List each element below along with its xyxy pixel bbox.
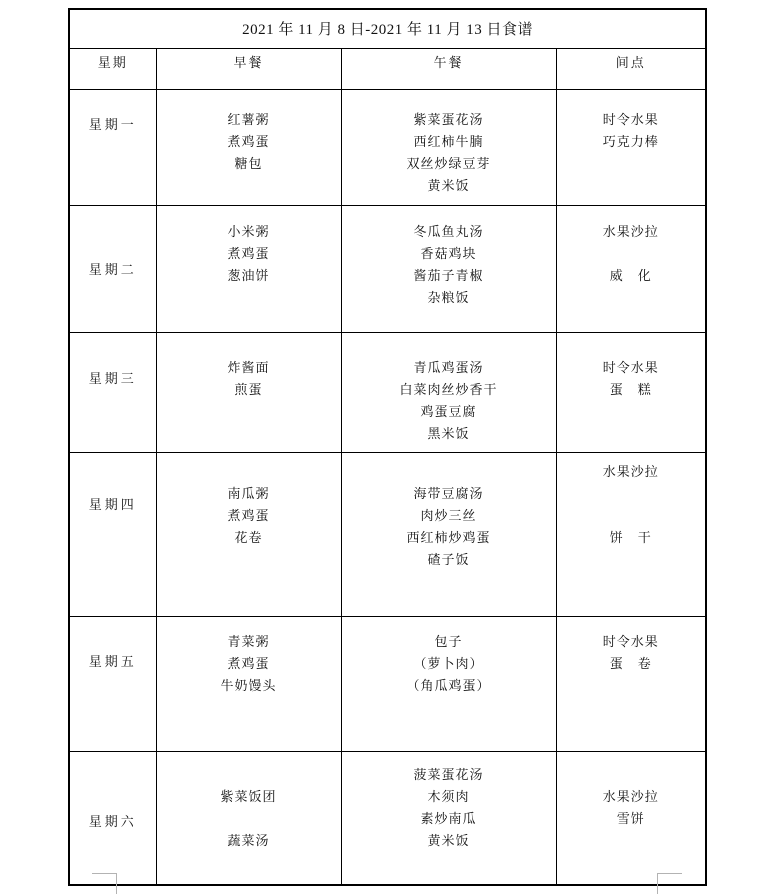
blank-line bbox=[157, 461, 341, 483]
menu-line: 时令水果 bbox=[602, 111, 659, 127]
menu-table bbox=[68, 8, 707, 886]
lunch-cell bbox=[341, 452, 556, 616]
blank-line bbox=[557, 483, 706, 505]
day-cell bbox=[69, 89, 156, 205]
menu-line: 冬瓜鱼丸汤 bbox=[413, 223, 484, 239]
menu-line: 黄米饭 bbox=[427, 177, 470, 193]
breakfast-cell bbox=[156, 616, 341, 751]
blank-line bbox=[557, 764, 706, 786]
blank-line bbox=[157, 808, 341, 830]
menu-line: 煮鸡蛋 bbox=[227, 655, 270, 671]
menu-line: 红薯粥 bbox=[227, 111, 270, 127]
breakfast-cell bbox=[156, 452, 341, 616]
menu-line: 水果沙拉 bbox=[602, 463, 659, 479]
day-cell bbox=[69, 452, 156, 616]
day-cell bbox=[69, 332, 156, 452]
table-row bbox=[69, 452, 706, 616]
table-title: 2021 年 11 月 8 日-2021 年 11 月 13 日食谱 bbox=[69, 9, 706, 48]
snack-cell bbox=[556, 332, 706, 452]
blank-line bbox=[557, 505, 706, 527]
menu-line: 青菜粥 bbox=[227, 633, 270, 649]
menu-line: 木须肉 bbox=[427, 788, 470, 804]
lunch-cell bbox=[341, 751, 556, 885]
menu-line: 香菇鸡块 bbox=[420, 245, 477, 261]
menu-line: 威 化 bbox=[609, 267, 652, 283]
table-row bbox=[69, 205, 706, 332]
menu-table-body bbox=[69, 9, 706, 885]
lunch-cell bbox=[341, 616, 556, 751]
menu-line: 紫菜蛋花汤 bbox=[413, 111, 484, 127]
menu-line: （萝卜肉） bbox=[413, 655, 484, 671]
menu-line: 蔬菜汤 bbox=[227, 832, 270, 848]
menu-line: 黄米饭 bbox=[427, 832, 470, 848]
menu-line: 葱油饼 bbox=[227, 267, 270, 283]
menu-line: 雪饼 bbox=[616, 810, 645, 826]
day-label: 星期六 bbox=[88, 813, 137, 829]
menu-line: 包子 bbox=[434, 633, 463, 649]
day-cell bbox=[69, 751, 156, 885]
snack-cell bbox=[556, 89, 706, 205]
menu-line: 杂粮饭 bbox=[427, 289, 470, 305]
menu-line: 牛奶馒头 bbox=[220, 677, 277, 693]
breakfast-cell bbox=[156, 332, 341, 452]
menu-line: 西红柿炒鸡蛋 bbox=[406, 529, 491, 545]
table-row bbox=[69, 751, 706, 885]
menu-line: 南瓜粥 bbox=[227, 485, 270, 501]
page-margin-crop-mark-right bbox=[657, 873, 682, 894]
table-row bbox=[69, 89, 706, 205]
menu-line: 西红柿牛腩 bbox=[413, 133, 484, 149]
day-label: 星期五 bbox=[88, 653, 137, 669]
table-row bbox=[69, 616, 706, 751]
page-margin-crop-mark-left bbox=[92, 873, 117, 894]
day-label: 星期二 bbox=[88, 261, 137, 277]
breakfast-cell bbox=[156, 751, 341, 885]
day-cell bbox=[69, 205, 156, 332]
menu-line: 双丝炒绿豆芽 bbox=[406, 155, 491, 171]
menu-line: 青瓜鸡蛋汤 bbox=[413, 359, 484, 375]
menu-line: 素炒南瓜 bbox=[420, 810, 477, 826]
day-cell bbox=[69, 616, 156, 751]
day-label: 星期三 bbox=[88, 370, 137, 386]
menu-line: 菠菜蛋花汤 bbox=[413, 766, 484, 782]
menu-line: 肉炒三丝 bbox=[420, 507, 477, 523]
column-header-lunch: 午餐 bbox=[341, 48, 556, 89]
column-header-day: 星期 bbox=[69, 48, 156, 89]
lunch-cell bbox=[341, 89, 556, 205]
menu-line: 蛋 糕 bbox=[609, 381, 652, 397]
day-label: 星期一 bbox=[88, 116, 137, 132]
blank-line bbox=[342, 461, 556, 483]
menu-line: 碴子饭 bbox=[427, 551, 470, 567]
menu-line: 花卷 bbox=[234, 529, 263, 545]
blank-line bbox=[557, 243, 706, 265]
menu-line: 煎蛋 bbox=[234, 381, 263, 397]
title-row bbox=[69, 9, 706, 48]
blank-line bbox=[157, 764, 341, 786]
menu-line: 酱茄子青椒 bbox=[413, 267, 484, 283]
snack-cell bbox=[556, 452, 706, 616]
menu-line: 饼 干 bbox=[609, 529, 652, 545]
table-row bbox=[69, 332, 706, 452]
breakfast-cell bbox=[156, 89, 341, 205]
menu-line: 煮鸡蛋 bbox=[227, 245, 270, 261]
menu-line: 煮鸡蛋 bbox=[227, 507, 270, 523]
snack-cell bbox=[556, 616, 706, 751]
menu-line: 巧克力棒 bbox=[602, 133, 659, 149]
menu-line: 紫菜饭团 bbox=[220, 788, 277, 804]
day-label: 星期四 bbox=[88, 496, 137, 512]
menu-line: 糖包 bbox=[234, 155, 263, 171]
breakfast-cell bbox=[156, 205, 341, 332]
header-row bbox=[69, 48, 706, 89]
menu-line: 海带豆腐汤 bbox=[413, 485, 484, 501]
menu-line: 鸡蛋豆腐 bbox=[420, 403, 477, 419]
menu-line: 时令水果 bbox=[602, 359, 659, 375]
menu-line: 时令水果 bbox=[602, 633, 659, 649]
lunch-cell bbox=[341, 332, 556, 452]
snack-cell bbox=[556, 205, 706, 332]
column-header-breakfast: 早餐 bbox=[156, 48, 341, 89]
menu-line: 水果沙拉 bbox=[602, 788, 659, 804]
menu-line: 白菜肉丝炒香干 bbox=[399, 381, 498, 397]
menu-line: （角瓜鸡蛋） bbox=[406, 677, 491, 693]
menu-line: 黑米饭 bbox=[427, 425, 470, 441]
lunch-cell bbox=[341, 205, 556, 332]
menu-line: 蛋 卷 bbox=[609, 655, 652, 671]
menu-line: 炸酱面 bbox=[227, 359, 270, 375]
menu-line: 煮鸡蛋 bbox=[227, 133, 270, 149]
column-header-snack: 间点 bbox=[556, 48, 706, 89]
menu-line: 小米粥 bbox=[227, 223, 270, 239]
menu-line: 水果沙拉 bbox=[602, 223, 659, 239]
snack-cell bbox=[556, 751, 706, 885]
